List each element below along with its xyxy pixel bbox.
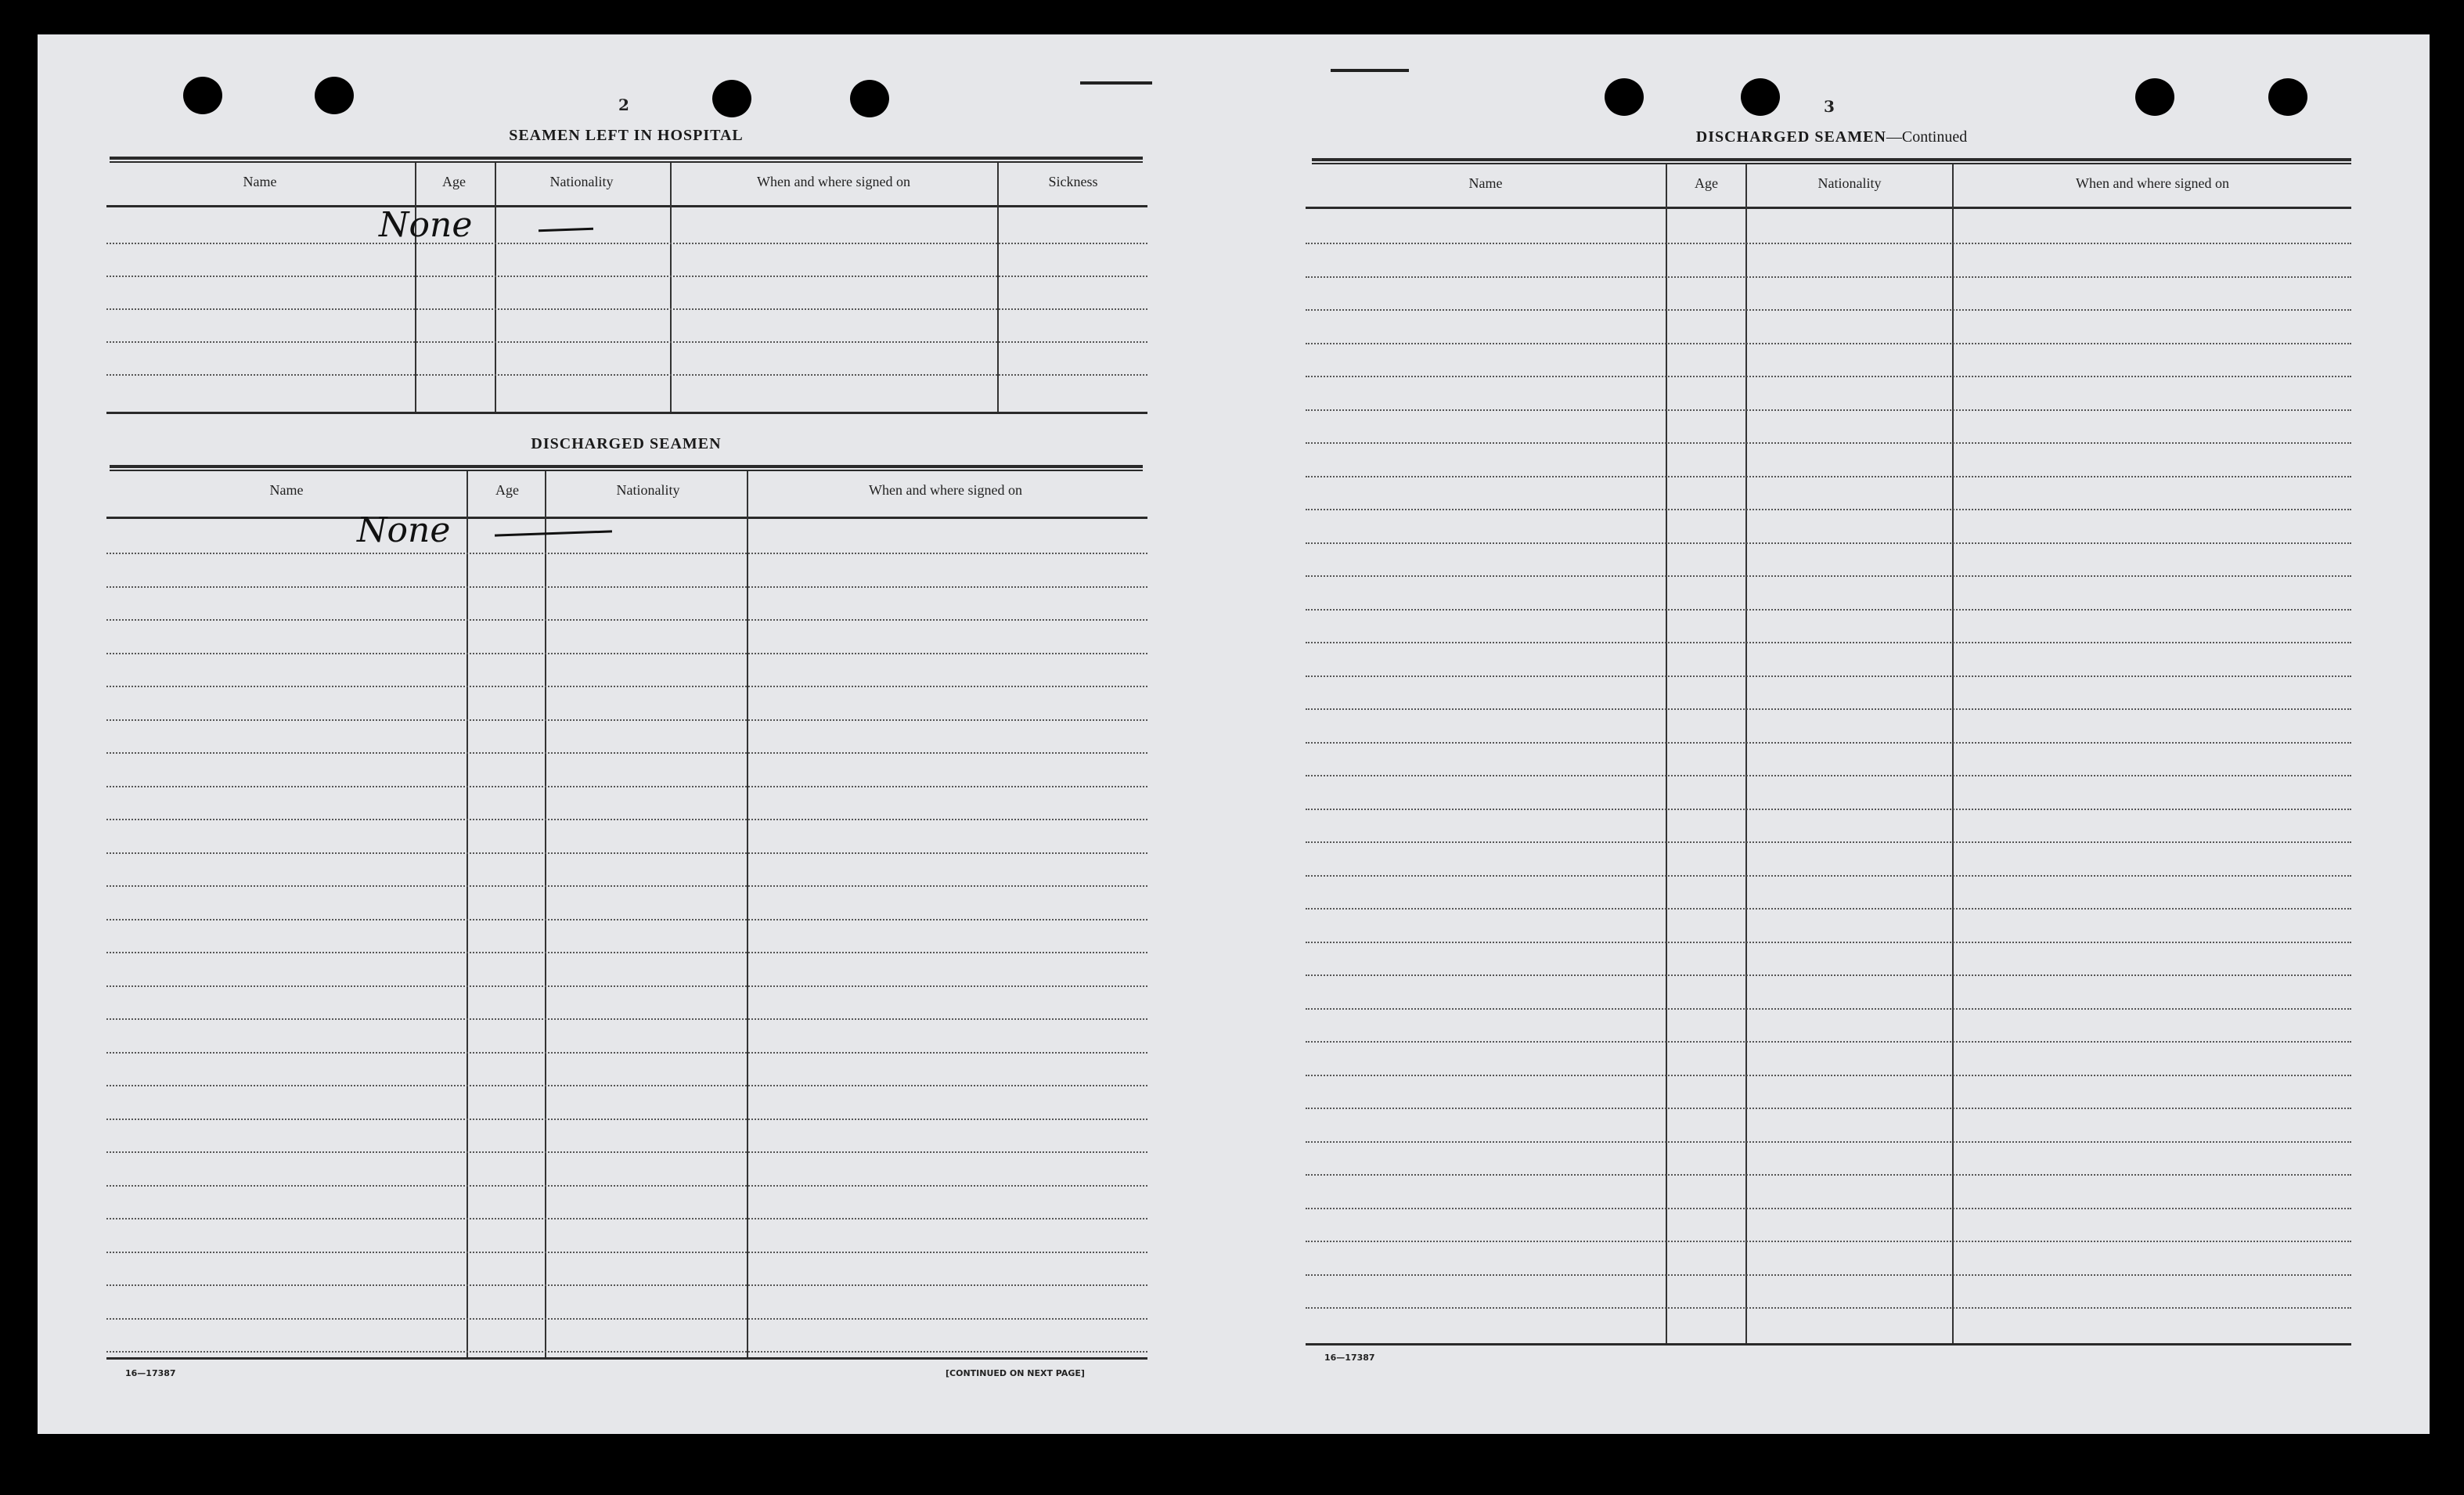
table-row xyxy=(106,686,1147,687)
column-header-age: Age xyxy=(1695,175,1718,191)
punch-hole xyxy=(2135,78,2174,116)
column-header-nationality: Nationality xyxy=(616,482,680,498)
table-row xyxy=(106,1318,1147,1320)
table-rule xyxy=(1312,163,2351,164)
table-row xyxy=(106,1351,1147,1353)
table-row xyxy=(1306,675,2351,677)
handwritten-entry: None xyxy=(357,510,451,550)
column-header-sickness: Sickness xyxy=(1048,174,1098,189)
table-row xyxy=(1306,309,2351,311)
column-header-name: Name xyxy=(269,482,304,498)
page-number-left: 2 xyxy=(618,95,629,114)
table-row xyxy=(106,586,1147,588)
column-header-nationality: Nationality xyxy=(1817,175,1882,191)
table-row xyxy=(106,1185,1147,1187)
continued-note: [CONTINUED ON NEXT PAGE] xyxy=(946,1368,1085,1378)
table-row xyxy=(1306,1208,2351,1209)
table-rule xyxy=(106,1357,1147,1360)
stray-mark xyxy=(1080,81,1152,85)
table-rule xyxy=(110,161,1143,163)
table-row xyxy=(106,619,1147,621)
column-header-name: Name xyxy=(1468,175,1503,191)
column-divider xyxy=(415,163,416,413)
column-header-signed-on: When and where signed on xyxy=(757,174,910,189)
table-row xyxy=(106,1018,1147,1020)
table-row xyxy=(106,786,1147,787)
table-row xyxy=(106,1151,1147,1153)
table-row xyxy=(106,243,1147,244)
punch-hole xyxy=(1741,78,1780,116)
table-rule xyxy=(110,157,1143,160)
table-row xyxy=(1306,1108,2351,1109)
table-row xyxy=(1306,1041,2351,1043)
column-header-signed-on: When and where signed on xyxy=(2076,175,2229,191)
table-row xyxy=(106,1085,1147,1086)
table-row xyxy=(1306,376,2351,377)
table-row xyxy=(106,341,1147,343)
punch-hole xyxy=(1605,78,1644,116)
table-row xyxy=(1306,1241,2351,1242)
column-header-nationality: Nationality xyxy=(549,174,614,189)
punch-hole xyxy=(2268,78,2307,116)
table-row xyxy=(106,308,1147,310)
table-row xyxy=(106,1284,1147,1286)
table-row xyxy=(1306,742,2351,744)
table-rule xyxy=(1306,1343,2351,1346)
table-row xyxy=(1306,542,2351,544)
table-row xyxy=(1306,609,2351,611)
table-row xyxy=(1306,1174,2351,1176)
discharged-continued-suffix: —Continued xyxy=(1886,128,1968,146)
table-row xyxy=(106,752,1147,754)
table-row xyxy=(106,276,1147,277)
table-row xyxy=(1306,908,2351,910)
table-row xyxy=(106,985,1147,987)
table-row xyxy=(106,1119,1147,1120)
table-row xyxy=(106,819,1147,820)
table-row xyxy=(106,653,1147,654)
table-row xyxy=(106,1218,1147,1219)
table-row xyxy=(1306,642,2351,643)
hospital-section-title: SEAMEN LEFT IN HOSPITAL xyxy=(509,127,744,144)
stray-mark xyxy=(1331,69,1409,72)
table-rule xyxy=(106,412,1147,414)
column-divider xyxy=(1666,164,1667,1345)
table-row xyxy=(1306,343,2351,344)
table-row xyxy=(1306,476,2351,477)
handwritten-entry: None xyxy=(379,205,473,245)
table-row xyxy=(106,952,1147,953)
table-row xyxy=(106,553,1147,554)
table-row xyxy=(1306,509,2351,510)
table-row xyxy=(106,1052,1147,1054)
column-divider xyxy=(545,471,546,1359)
table-row xyxy=(106,1252,1147,1253)
table-rule xyxy=(1306,207,2351,209)
table-rule xyxy=(110,470,1143,471)
table-row xyxy=(1306,276,2351,278)
punch-hole xyxy=(315,77,354,114)
table-row xyxy=(1306,775,2351,776)
table-row xyxy=(1306,442,2351,444)
table-row xyxy=(106,852,1147,854)
punch-hole xyxy=(850,80,889,117)
discharged-continued-title xyxy=(1315,128,2348,146)
table-row xyxy=(1306,1141,2351,1143)
column-divider xyxy=(670,163,672,413)
column-header-signed-on: When and where signed on xyxy=(869,482,1022,498)
punch-hole xyxy=(712,80,751,117)
table-row xyxy=(1306,1075,2351,1076)
table-row xyxy=(1306,875,2351,877)
discharged-continued-title-main: DISCHARGED SEAMEN xyxy=(1695,128,1886,146)
table-rule xyxy=(110,465,1143,468)
column-header-age: Age xyxy=(495,482,519,498)
column-divider xyxy=(467,471,468,1359)
table-row xyxy=(1306,1307,2351,1309)
column-divider xyxy=(1952,164,1954,1345)
column-divider xyxy=(997,163,999,413)
form-number-left: 16—17387 xyxy=(125,1368,176,1378)
table-row xyxy=(1306,809,2351,810)
table-row xyxy=(1306,575,2351,577)
page-number-right: 3 xyxy=(1824,97,1835,116)
column-header-age: Age xyxy=(442,174,466,189)
table-row xyxy=(1306,841,2351,843)
table-row xyxy=(1306,243,2351,244)
table-row xyxy=(1306,1274,2351,1276)
table-row xyxy=(106,885,1147,887)
table-row xyxy=(1306,409,2351,411)
table-row xyxy=(106,919,1147,920)
table-row xyxy=(1306,708,2351,710)
column-divider xyxy=(1745,164,1747,1345)
table-row xyxy=(1306,942,2351,943)
table-rule xyxy=(106,517,1147,519)
form-number-right: 16—17387 xyxy=(1324,1353,1375,1363)
table-rule xyxy=(1312,158,2351,161)
table-row xyxy=(106,374,1147,376)
column-divider xyxy=(495,163,496,413)
table-rule xyxy=(106,205,1147,207)
table-row xyxy=(1306,974,2351,976)
column-divider xyxy=(747,471,748,1359)
discharged-section-title: DISCHARGED SEAMEN xyxy=(531,435,722,452)
table-row xyxy=(1306,1008,2351,1010)
punch-hole xyxy=(183,77,222,114)
table-row xyxy=(106,719,1147,721)
column-header-name: Name xyxy=(243,174,277,189)
